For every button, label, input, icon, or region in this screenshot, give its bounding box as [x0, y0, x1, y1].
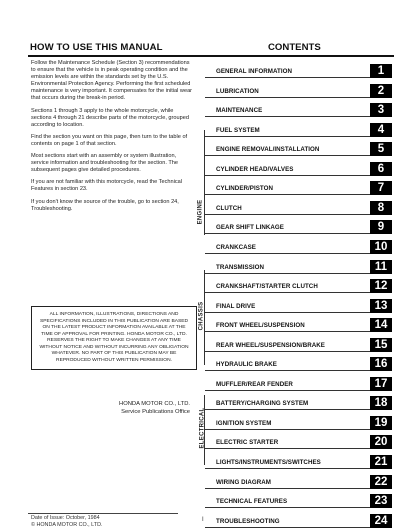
- footer-copyright: © HONDA MOTOR CO., LTD.: [31, 521, 103, 528]
- company-block: [31, 401, 190, 416]
- how-to-use-heading: HOW TO USE THIS MANUAL: [30, 42, 163, 53]
- contents-item-title: LUBRICATION: [216, 87, 259, 95]
- section-number-tab: 18: [370, 396, 392, 410]
- contents-item[interactable]: [205, 84, 394, 99]
- contents-item-underline: [205, 155, 372, 156]
- contents-item-title: ELECTRIC STARTER: [216, 439, 279, 447]
- section-number-tab: 19: [370, 416, 392, 430]
- section-number-tab: 2: [370, 84, 392, 98]
- header-rule: [28, 55, 394, 57]
- copyright-notice-box: ALL INFORMATION, ILLUSTRATIONS, DIRECTIONS AND SPECIFICATIONS INCLUDED IN THIS PUBLICATION ARE BASED ON THE LATEST PRODUCT INFORMATION AVAILABLE AT THE TIME OF APPROVAL FOR PRINTING. HONDA MOTOR CO., LTD. RESERVES THE RIGHT TO MAKE CHANGES AT ANY TIME WITHOUT NOTICE AND WITHOUT INCURRING ANY OBLIGATION WHATEVER. NO PART OF THIS PUBLICATION MAY BE REPRODUCED WITHOUT WRITTEN PERMISSION.: [31, 306, 197, 370]
- contents-item[interactable]: [205, 240, 394, 255]
- contents-item-underline: [205, 448, 372, 449]
- contents-item-title: CRANKCASE: [216, 243, 256, 251]
- contents-item[interactable]: [205, 357, 394, 372]
- contents-item-underline: [205, 253, 372, 254]
- section-number-tab: 22: [370, 475, 392, 489]
- company-office: Service Publications Office: [121, 408, 190, 415]
- contents-item[interactable]: [205, 514, 394, 529]
- footer: [31, 515, 102, 528]
- contents-item[interactable]: [205, 220, 394, 235]
- section-number-tab: 3: [370, 103, 392, 117]
- section-number-tab: 17: [370, 377, 392, 391]
- contents-item-underline: [205, 409, 372, 410]
- contents-item-title: WIRING DIAGRAM: [216, 478, 272, 486]
- contents-item-underline: [205, 351, 372, 352]
- contents-item-title: GENERAL INFORMATION: [216, 68, 292, 75]
- contents-item[interactable]: [205, 201, 394, 216]
- chassis-group-label: CHASSIS: [198, 301, 205, 331]
- contents-item[interactable]: [205, 181, 394, 196]
- contents-item-underline: [205, 429, 372, 430]
- section-number-tab: 12: [370, 279, 392, 293]
- contents-item-title: CYLINDER/PISTON: [216, 185, 274, 193]
- contents-item-underline: [205, 273, 372, 274]
- issue-date: Date of Issue: October, 1984: [31, 515, 100, 521]
- contents-item[interactable]: [205, 416, 394, 431]
- contents-item[interactable]: [205, 318, 394, 333]
- contents-item-underline: [205, 527, 372, 528]
- contents-item[interactable]: [205, 162, 394, 177]
- contents-item[interactable]: [205, 279, 394, 294]
- contents-item-title: FUEL SYSTEM: [216, 126, 260, 134]
- contents-item-underline: [205, 194, 372, 195]
- contents-item[interactable]: [205, 260, 394, 275]
- contents-item-underline: [205, 77, 372, 78]
- contents-item-title: BATTERY/CHARGING SYSTEM: [216, 400, 309, 408]
- contents-item-underline: [205, 116, 372, 117]
- contents-item-underline: [205, 136, 372, 137]
- contents-item[interactable]: [205, 338, 394, 353]
- contents-item-underline: [205, 97, 372, 98]
- section-number-tab: 1: [370, 64, 392, 78]
- contents-item-title: TRANSMISSION: [216, 263, 265, 271]
- contents-item-title: MUFFLER/REAR FENDER: [216, 380, 293, 388]
- contents-item-underline: [205, 331, 372, 332]
- section-number-tab: 10: [370, 240, 392, 254]
- contents-item-title: TECHNICAL FEATURES: [216, 498, 288, 506]
- electrical-group-label: ELECTRICAL: [199, 407, 206, 449]
- company-name: HONDA MOTOR CO., LTD.: [119, 401, 190, 407]
- contents-item-title: TROUBLESHOOTING: [216, 517, 280, 525]
- contents-item-title: ENGINE REMOVAL/INSTALLATION: [216, 146, 320, 154]
- contents-item[interactable]: [205, 142, 394, 157]
- contents-item-title: IGNITION SYSTEM: [216, 419, 272, 427]
- intro-paragraph-6: If you don't know the source of the trouble, go to section 24, Troubleshooting.: [31, 198, 179, 212]
- contents-item-underline: [205, 488, 372, 489]
- page-number: I: [202, 517, 204, 523]
- section-number-tab: 21: [370, 455, 392, 469]
- contents-item-title: FINAL DRIVE: [216, 302, 256, 310]
- section-number-tab: 9: [370, 220, 392, 234]
- intro-paragraph-1: Follow the Maintenance Schedule (Section 3) recommendations to ensure that the vehicle is in peak operating condition and the emission levels are within the standards set by the U.S. Environmental Protection Agency. Performing the first scheduled maintenance is very important. It compensates for the initial wear that occurs during the break-in period.: [31, 60, 193, 102]
- section-number-tab: 5: [370, 142, 392, 156]
- contents-item-title: FRONT WHEEL/SUSPENSION: [216, 322, 305, 330]
- intro-paragraph-5: If you are not familiar with this motorcycle, read the Technical Features in section 23.: [31, 179, 182, 193]
- contents-item[interactable]: [205, 455, 394, 470]
- section-number-tab: 24: [370, 514, 392, 528]
- section-number-tab: 23: [370, 494, 392, 508]
- contents-item-underline: [205, 233, 372, 234]
- contents-item[interactable]: [205, 123, 394, 138]
- contents-heading: CONTENTS: [268, 42, 321, 53]
- contents-item-title: MAINTENANCE: [216, 107, 263, 115]
- contents-item[interactable]: [205, 435, 394, 450]
- section-number-tab: 14: [370, 318, 392, 332]
- contents-item[interactable]: [205, 494, 394, 509]
- contents-item-title: CYLINDER HEAD/VALVES: [216, 165, 294, 173]
- section-number-tab: 15: [370, 338, 392, 352]
- contents-item-underline: [205, 507, 372, 508]
- contents-item-title: CRANKSHAFT/STARTER CLUTCH: [216, 283, 318, 291]
- intro-paragraph-4: Most sections start with an assembly or system illustration, service information and troubleshooting for the section. The subsequent pages give detailed procedures.: [31, 153, 178, 174]
- contents-item-underline: [205, 175, 372, 176]
- section-number-tab: 20: [370, 435, 392, 449]
- contents-item[interactable]: [205, 103, 394, 118]
- section-number-tab: 11: [370, 260, 392, 274]
- contents-item-underline: [205, 390, 372, 391]
- contents-item-title: LIGHTS/INSTRUMENTS/SWITCHES: [216, 459, 321, 466]
- contents-item-underline: [205, 292, 372, 293]
- contents-item-title: CLUTCH: [216, 204, 242, 212]
- contents-item-title: GEAR SHIFT LINKAGE: [216, 224, 284, 232]
- contents-item-underline: [205, 468, 372, 469]
- contents-item[interactable]: [205, 475, 394, 490]
- engine-group-bar: [204, 130, 205, 235]
- contents-item[interactable]: [205, 396, 394, 411]
- intro-paragraph-2: Sections 1 through 3 apply to the whole motorcycle, while sections 4 through 21 describe parts of the motorcycle, grouped according to location.: [31, 107, 189, 128]
- footer-rule: [28, 513, 178, 514]
- contents-item-underline: [205, 312, 372, 313]
- contents-item-title: REAR WHEEL/SUSPENSION/BRAKE: [216, 341, 325, 349]
- intro-text: [31, 60, 193, 218]
- contents-item[interactable]: [205, 299, 394, 314]
- contents-item[interactable]: [205, 64, 394, 79]
- section-number-tab: 8: [370, 201, 392, 215]
- contents-item-title: HYDRAULIC BRAKE: [216, 361, 277, 369]
- contents-item-underline: [205, 214, 372, 215]
- section-number-tab: 4: [370, 123, 392, 137]
- contents-item[interactable]: [205, 377, 394, 392]
- section-number-tab: 6: [370, 162, 392, 176]
- section-number-tab: 16: [370, 357, 392, 371]
- engine-group-label: ENGINE: [197, 199, 204, 225]
- intro-paragraph-3: Find the section you want on this page, then turn to the table of contents on page 1 of that section.: [31, 133, 188, 147]
- contents-item-underline: [205, 370, 372, 371]
- section-number-tab: 7: [370, 181, 392, 195]
- section-number-tab: 13: [370, 299, 392, 313]
